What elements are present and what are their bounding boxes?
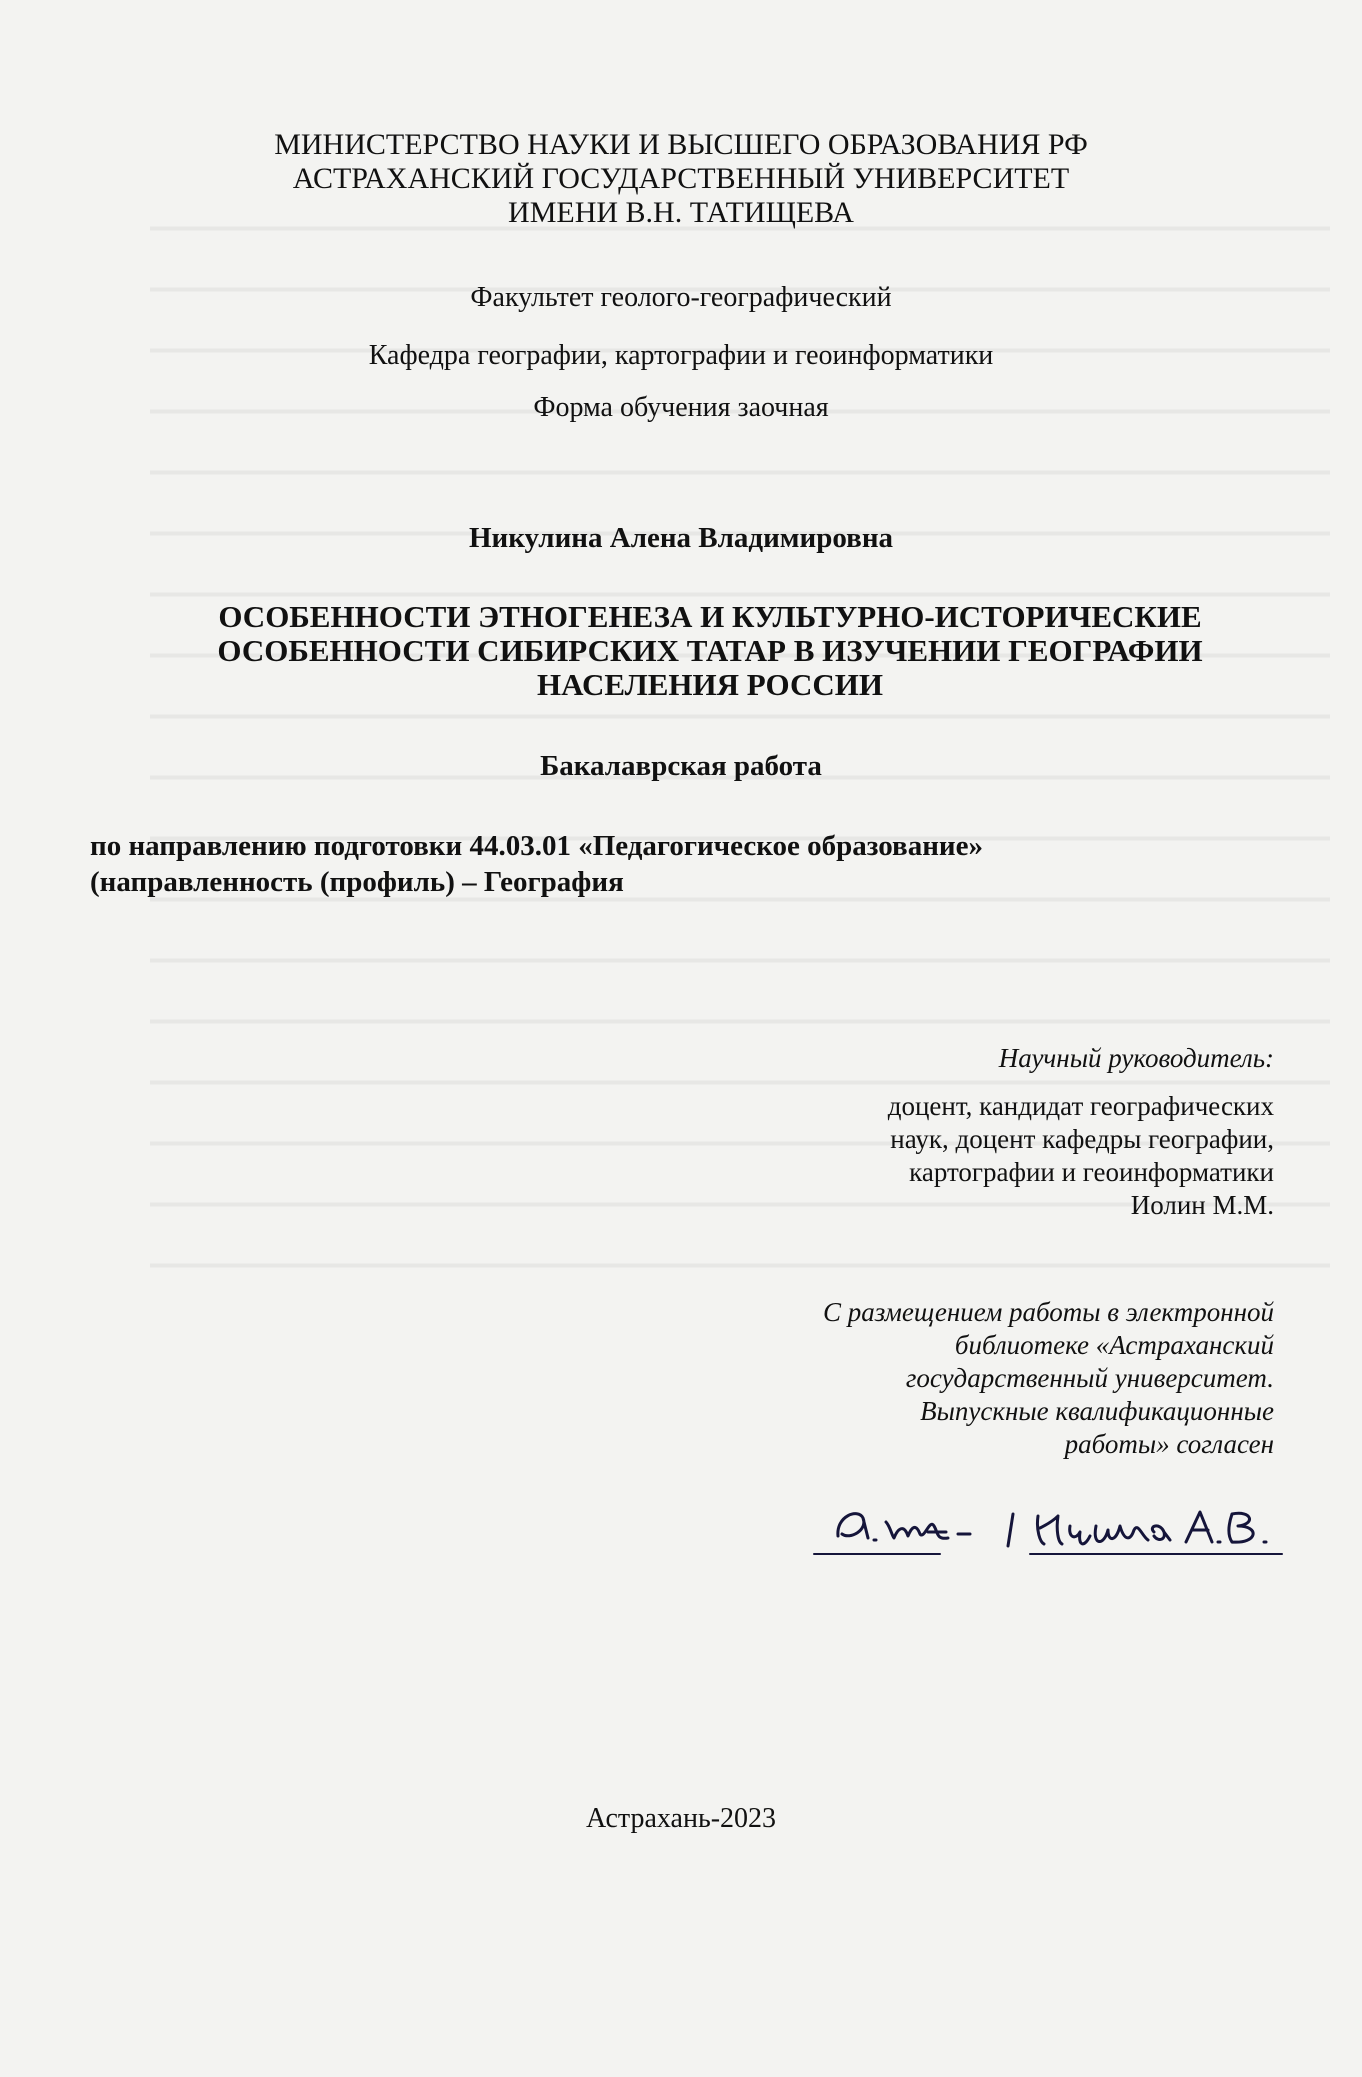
supervisor-label: Научный руководитель: bbox=[998, 1043, 1274, 1073]
title-line-3: НАСЕЛЕНИЯ РОССИИ bbox=[537, 667, 883, 702]
header-line-ministry: МИНИСТЕРСТВО НАУКИ И ВЫСШЕГО ОБРАЗОВАНИЯ РФ bbox=[274, 128, 1088, 161]
library-consent bbox=[823, 1296, 1274, 1461]
department-name: Кафедра географии, картографии и геоинформатики bbox=[368, 340, 994, 371]
study-direction bbox=[90, 828, 1290, 900]
supervisor-name: Иолин М.М. bbox=[1130, 1190, 1274, 1220]
consent-line-5: работы» согласен bbox=[1064, 1429, 1274, 1459]
thesis-title bbox=[150, 600, 1270, 702]
study-form: Форма обучения заочная bbox=[533, 392, 829, 423]
consent-line-3: государственный университет. bbox=[905, 1363, 1274, 1393]
direction-line-1: по направлению подготовки 44.03.01 «Педагогическое образование» bbox=[90, 830, 983, 862]
title-line-1: ОСОБЕННОСТИ ЭТНОГЕНЕЗА И КУЛЬТУРНО-ИСТОРИЧЕСКИЕ bbox=[218, 599, 1202, 634]
work-type: Бакалаврская работа bbox=[540, 750, 822, 782]
handwritten-signature bbox=[808, 1496, 1308, 1566]
title-line-2: ОСОБЕННОСТИ СИБИРСКИХ ТАТАР В ИЗУЧЕНИИ ГЕОГРАФИИ bbox=[217, 633, 1203, 668]
supervisor-line-2: наук, доцент кафедры географии, bbox=[890, 1124, 1274, 1154]
author-name: Никулина Алена Владимировна bbox=[468, 522, 894, 554]
city-year: Астрахань-2023 bbox=[585, 1803, 777, 1834]
consent-line-1: С размещением работы в электронной bbox=[822, 1297, 1274, 1327]
faculty-name: Факультет геолого-географический bbox=[470, 282, 892, 313]
consent-line-2: библиотеке «Астраханский bbox=[954, 1330, 1274, 1360]
direction-line-2: (направленность (профиль) – География bbox=[90, 866, 624, 898]
header-line-university: АСТРАХАНСКИЙ ГОСУДАРСТВЕННЫЙ УНИВЕРСИТЕТ bbox=[292, 162, 1070, 195]
supervisor-line-3: картографии и геоинформатики bbox=[909, 1157, 1274, 1187]
supervisor-line-1: доцент, кандидат географических bbox=[887, 1091, 1274, 1121]
ministry-header bbox=[0, 128, 1362, 230]
header-line-named-after: ИМЕНИ В.Н. ТАТИЩЕВА bbox=[508, 196, 854, 229]
supervisor-info bbox=[888, 1090, 1274, 1222]
signature-text: А.Ник. / Никулина А.В. bbox=[808, 1496, 819, 1497]
consent-line-4: Выпускные квалификационные bbox=[920, 1396, 1274, 1426]
